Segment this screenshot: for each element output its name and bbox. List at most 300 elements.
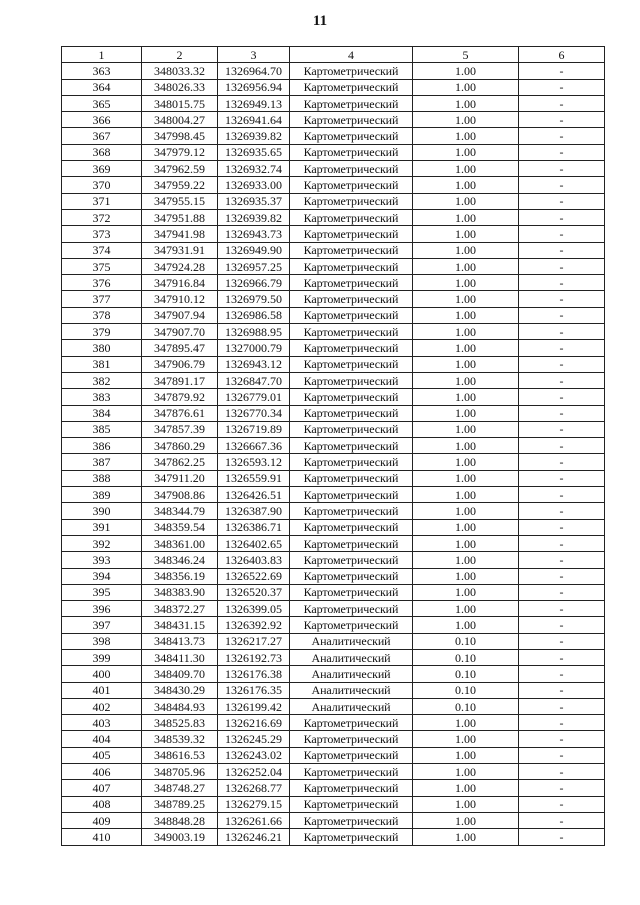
table-row [62,503,605,519]
table-row [62,649,605,665]
method-cell: Картометрический [290,63,413,79]
accuracy-cell: 1.00 [413,258,519,274]
x-coordinate-cell: 348383.90 [142,584,218,600]
note-cell: - [519,731,605,747]
column-header: 2 [142,47,218,63]
table-row [62,568,605,584]
y-coordinate-cell: 1326719.89 [218,421,290,437]
x-coordinate-cell: 348413.73 [142,633,218,649]
method-cell: Картометрический [290,584,413,600]
accuracy-cell: 0.10 [413,649,519,665]
y-coordinate-cell: 1326243.02 [218,747,290,763]
x-coordinate-cell: 347907.70 [142,324,218,340]
accuracy-cell: 1.00 [413,421,519,437]
method-cell: Картометрический [290,144,413,160]
accuracy-cell: 1.00 [413,128,519,144]
accuracy-cell: 1.00 [413,112,519,128]
method-cell: Картометрический [290,715,413,731]
y-coordinate-cell: 1326387.90 [218,503,290,519]
x-coordinate-cell: 348372.27 [142,601,218,617]
table-row [62,95,605,111]
point-number-cell: 399 [62,649,142,665]
note-cell: - [519,209,605,225]
page-number: 11 [312,13,328,29]
y-coordinate-cell: 1326986.58 [218,307,290,323]
y-coordinate-cell: 1327000.79 [218,340,290,356]
method-cell: Аналитический [290,698,413,714]
accuracy-cell: 0.10 [413,666,519,682]
note-cell: - [519,715,605,731]
point-number-cell: 405 [62,747,142,763]
table-row [62,829,605,845]
point-number-cell: 365 [62,95,142,111]
point-number-cell: 406 [62,764,142,780]
method-cell: Картометрический [290,193,413,209]
table-row [62,780,605,796]
accuracy-cell: 1.00 [413,340,519,356]
accuracy-cell: 1.00 [413,372,519,388]
method-cell: Картометрический [290,356,413,372]
y-coordinate-cell: 1326957.25 [218,258,290,274]
table-row [62,682,605,698]
method-cell: Картометрический [290,535,413,551]
point-number-cell: 401 [62,682,142,698]
point-number-cell: 403 [62,715,142,731]
point-number-cell: 402 [62,698,142,714]
point-number-cell: 408 [62,796,142,812]
note-cell: - [519,535,605,551]
point-number-cell: 390 [62,503,142,519]
table-row [62,275,605,291]
table-row [62,112,605,128]
method-cell: Картометрический [290,95,413,111]
y-coordinate-cell: 1326770.34 [218,405,290,421]
note-cell: - [519,144,605,160]
table-row [62,519,605,535]
y-coordinate-cell: 1326268.77 [218,780,290,796]
accuracy-cell: 1.00 [413,715,519,731]
method-cell: Картометрический [290,780,413,796]
table-row [62,535,605,551]
method-cell: Картометрический [290,161,413,177]
method-cell: Картометрический [290,242,413,258]
accuracy-cell: 1.00 [413,764,519,780]
y-coordinate-cell: 1326217.27 [218,633,290,649]
point-number-cell: 388 [62,470,142,486]
y-coordinate-cell: 1326979.50 [218,291,290,307]
note-cell: - [519,291,605,307]
x-coordinate-cell: 348026.33 [142,79,218,95]
method-cell: Картометрический [290,79,413,95]
point-number-cell: 410 [62,829,142,845]
column-header: 6 [519,47,605,63]
table-row [62,731,605,747]
x-coordinate-cell: 347879.92 [142,389,218,405]
point-number-cell: 394 [62,568,142,584]
y-coordinate-cell: 1326216.69 [218,715,290,731]
table-row [62,340,605,356]
accuracy-cell: 1.00 [413,161,519,177]
y-coordinate-cell: 1326399.05 [218,601,290,617]
y-coordinate-cell: 1326192.73 [218,649,290,665]
accuracy-cell: 1.00 [413,307,519,323]
accuracy-cell: 1.00 [413,584,519,600]
y-coordinate-cell: 1326939.82 [218,209,290,225]
method-cell: Картометрический [290,405,413,421]
column-header: 1 [62,47,142,63]
accuracy-cell: 1.00 [413,829,519,845]
method-cell: Картометрический [290,601,413,617]
accuracy-cell: 1.00 [413,601,519,617]
x-coordinate-cell: 347908.86 [142,487,218,503]
point-number-cell: 372 [62,209,142,225]
y-coordinate-cell: 1326520.37 [218,584,290,600]
note-cell: - [519,421,605,437]
x-coordinate-cell: 348431.15 [142,617,218,633]
accuracy-cell: 1.00 [413,796,519,812]
x-coordinate-cell: 347910.12 [142,291,218,307]
accuracy-cell: 1.00 [413,275,519,291]
x-coordinate-cell: 348616.53 [142,747,218,763]
x-coordinate-cell: 347857.39 [142,421,218,437]
table-row [62,812,605,828]
x-coordinate-cell: 347876.61 [142,405,218,421]
method-cell: Картометрический [290,470,413,486]
accuracy-cell: 1.00 [413,226,519,242]
method-cell: Картометрический [290,812,413,828]
x-coordinate-cell: 347931.91 [142,242,218,258]
x-coordinate-cell: 348356.19 [142,568,218,584]
accuracy-cell: 1.00 [413,79,519,95]
x-coordinate-cell: 348361.00 [142,535,218,551]
y-coordinate-cell: 1326252.04 [218,764,290,780]
point-number-cell: 389 [62,487,142,503]
point-number-cell: 371 [62,193,142,209]
note-cell: - [519,503,605,519]
x-coordinate-cell: 347911.20 [142,470,218,486]
note-cell: - [519,649,605,665]
x-coordinate-cell: 348525.83 [142,715,218,731]
point-number-cell: 398 [62,633,142,649]
point-number-cell: 363 [62,63,142,79]
note-cell: - [519,95,605,111]
table-row [62,63,605,79]
table-row [62,161,605,177]
note-cell: - [519,780,605,796]
table-row [62,291,605,307]
y-coordinate-cell: 1326943.12 [218,356,290,372]
x-coordinate-cell: 347860.29 [142,438,218,454]
point-number-cell: 395 [62,584,142,600]
point-number-cell: 387 [62,454,142,470]
method-cell: Картометрический [290,617,413,633]
y-coordinate-cell: 1326949.13 [218,95,290,111]
note-cell: - [519,552,605,568]
note-cell: - [519,698,605,714]
point-number-cell: 381 [62,356,142,372]
x-coordinate-cell: 347924.28 [142,258,218,274]
point-number-cell: 396 [62,601,142,617]
x-coordinate-cell: 347916.84 [142,275,218,291]
method-cell: Картометрический [290,209,413,225]
note-cell: - [519,356,605,372]
point-number-cell: 368 [62,144,142,160]
point-number-cell: 366 [62,112,142,128]
point-number-cell: 393 [62,552,142,568]
x-coordinate-cell: 347979.12 [142,144,218,160]
point-number-cell: 369 [62,161,142,177]
method-cell: Картометрический [290,568,413,584]
note-cell: - [519,666,605,682]
accuracy-cell: 1.00 [413,780,519,796]
method-cell: Картометрический [290,747,413,763]
point-number-cell: 370 [62,177,142,193]
accuracy-cell: 0.10 [413,698,519,714]
note-cell: - [519,682,605,698]
note-cell: - [519,796,605,812]
point-number-cell: 386 [62,438,142,454]
x-coordinate-cell: 348484.93 [142,698,218,714]
method-cell: Картометрический [290,487,413,503]
accuracy-cell: 1.00 [413,747,519,763]
y-coordinate-cell: 1326261.66 [218,812,290,828]
method-cell: Картометрический [290,421,413,437]
note-cell: - [519,764,605,780]
x-coordinate-cell: 348705.96 [142,764,218,780]
accuracy-cell: 1.00 [413,177,519,193]
accuracy-cell: 1.00 [413,405,519,421]
y-coordinate-cell: 1326941.64 [218,112,290,128]
y-coordinate-cell: 1326949.90 [218,242,290,258]
y-coordinate-cell: 1326988.95 [218,324,290,340]
note-cell: - [519,829,605,845]
note-cell: - [519,487,605,503]
accuracy-cell: 1.00 [413,209,519,225]
y-coordinate-cell: 1326933.00 [218,177,290,193]
method-cell: Картометрический [290,552,413,568]
accuracy-cell: 1.00 [413,568,519,584]
accuracy-cell: 1.00 [413,731,519,747]
point-number-cell: 397 [62,617,142,633]
point-number-cell: 404 [62,731,142,747]
point-number-cell: 379 [62,324,142,340]
method-cell: Картометрический [290,454,413,470]
note-cell: - [519,258,605,274]
accuracy-cell: 1.00 [413,503,519,519]
method-cell: Аналитический [290,649,413,665]
accuracy-cell: 1.00 [413,487,519,503]
method-cell: Картометрический [290,519,413,535]
accuracy-cell: 1.00 [413,144,519,160]
point-number-cell: 382 [62,372,142,388]
table-row [62,258,605,274]
y-coordinate-cell: 1326245.29 [218,731,290,747]
y-coordinate-cell: 1326176.38 [218,666,290,682]
table-row [62,242,605,258]
method-cell: Картометрический [290,764,413,780]
x-coordinate-cell: 347955.15 [142,193,218,209]
x-coordinate-cell: 348748.27 [142,780,218,796]
y-coordinate-cell: 1326932.74 [218,161,290,177]
point-number-cell: 385 [62,421,142,437]
method-cell: Картометрический [290,128,413,144]
accuracy-cell: 1.00 [413,552,519,568]
table-row [62,193,605,209]
x-coordinate-cell: 348539.32 [142,731,218,747]
x-coordinate-cell: 348015.75 [142,95,218,111]
point-number-cell: 373 [62,226,142,242]
y-coordinate-cell: 1326956.94 [218,79,290,95]
x-coordinate-cell: 347941.98 [142,226,218,242]
note-cell: - [519,617,605,633]
note-cell: - [519,177,605,193]
table-row [62,666,605,682]
table-row [62,698,605,714]
method-cell: Картометрический [290,226,413,242]
x-coordinate-cell: 348789.25 [142,796,218,812]
x-coordinate-cell: 348359.54 [142,519,218,535]
method-cell: Картометрический [290,177,413,193]
column-header: 5 [413,47,519,63]
y-coordinate-cell: 1326847.70 [218,372,290,388]
table-row [62,144,605,160]
point-number-cell: 392 [62,535,142,551]
method-cell: Картометрический [290,307,413,323]
accuracy-cell: 1.00 [413,95,519,111]
method-cell: Картометрический [290,275,413,291]
note-cell: - [519,470,605,486]
note-cell: - [519,242,605,258]
point-number-cell: 374 [62,242,142,258]
table-row [62,389,605,405]
point-number-cell: 364 [62,79,142,95]
table-row [62,324,605,340]
x-coordinate-cell: 348411.30 [142,649,218,665]
point-number-cell: 376 [62,275,142,291]
note-cell: - [519,161,605,177]
y-coordinate-cell: 1326392.92 [218,617,290,633]
x-coordinate-cell: 347862.25 [142,454,218,470]
x-coordinate-cell: 348848.28 [142,812,218,828]
table-row [62,584,605,600]
table-row [62,764,605,780]
y-coordinate-cell: 1326964.70 [218,63,290,79]
note-cell: - [519,324,605,340]
table-body [62,63,605,845]
note-cell: - [519,454,605,470]
accuracy-cell: 0.10 [413,682,519,698]
note-cell: - [519,519,605,535]
x-coordinate-cell: 347951.88 [142,209,218,225]
accuracy-cell: 1.00 [413,535,519,551]
accuracy-cell: 1.00 [413,454,519,470]
accuracy-cell: 1.00 [413,470,519,486]
x-coordinate-cell: 347998.45 [142,128,218,144]
accuracy-cell: 1.00 [413,63,519,79]
y-coordinate-cell: 1326402.65 [218,535,290,551]
note-cell: - [519,568,605,584]
method-cell: Картометрический [290,340,413,356]
accuracy-cell: 1.00 [413,242,519,258]
point-number-cell: 407 [62,780,142,796]
note-cell: - [519,128,605,144]
table-row [62,552,605,568]
point-number-cell: 383 [62,389,142,405]
y-coordinate-cell: 1326522.69 [218,568,290,584]
table-row [62,438,605,454]
table-row [62,226,605,242]
accuracy-cell: 0.10 [413,633,519,649]
x-coordinate-cell: 348430.29 [142,682,218,698]
x-coordinate-cell: 347891.17 [142,372,218,388]
point-number-cell: 375 [62,258,142,274]
note-cell: - [519,63,605,79]
note-cell: - [519,112,605,128]
y-coordinate-cell: 1326403.83 [218,552,290,568]
method-cell: Картометрический [290,503,413,519]
method-cell: Картометрический [290,372,413,388]
y-coordinate-cell: 1326935.37 [218,193,290,209]
table-row [62,405,605,421]
x-coordinate-cell: 347907.94 [142,307,218,323]
table-row [62,601,605,617]
table-row [62,715,605,731]
method-cell: Картометрический [290,731,413,747]
column-header: 4 [290,47,413,63]
x-coordinate-cell: 347906.79 [142,356,218,372]
x-coordinate-cell: 347959.22 [142,177,218,193]
y-coordinate-cell: 1326779.01 [218,389,290,405]
note-cell: - [519,307,605,323]
point-number-cell: 367 [62,128,142,144]
table-row [62,796,605,812]
table-row [62,209,605,225]
table-row [62,177,605,193]
point-number-cell: 378 [62,307,142,323]
note-cell: - [519,226,605,242]
table-row [62,421,605,437]
method-cell: Аналитический [290,633,413,649]
note-cell: - [519,747,605,763]
point-number-cell: 409 [62,812,142,828]
accuracy-cell: 1.00 [413,324,519,340]
method-cell: Картометрический [290,112,413,128]
table-row [62,747,605,763]
accuracy-cell: 1.00 [413,812,519,828]
table-row [62,487,605,503]
accuracy-cell: 1.00 [413,291,519,307]
note-cell: - [519,812,605,828]
x-coordinate-cell: 347962.59 [142,161,218,177]
y-coordinate-cell: 1326667.36 [218,438,290,454]
note-cell: - [519,275,605,291]
point-number-cell: 377 [62,291,142,307]
note-cell: - [519,584,605,600]
x-coordinate-cell: 348344.79 [142,503,218,519]
accuracy-cell: 1.00 [413,356,519,372]
accuracy-cell: 1.00 [413,438,519,454]
table-row [62,307,605,323]
method-cell: Картометрический [290,829,413,845]
point-number-cell: 380 [62,340,142,356]
method-cell: Аналитический [290,682,413,698]
method-cell: Аналитический [290,666,413,682]
coordinates-table [61,46,605,846]
table-row [62,633,605,649]
table-row [62,128,605,144]
method-cell: Картометрический [290,389,413,405]
x-coordinate-cell: 348004.27 [142,112,218,128]
